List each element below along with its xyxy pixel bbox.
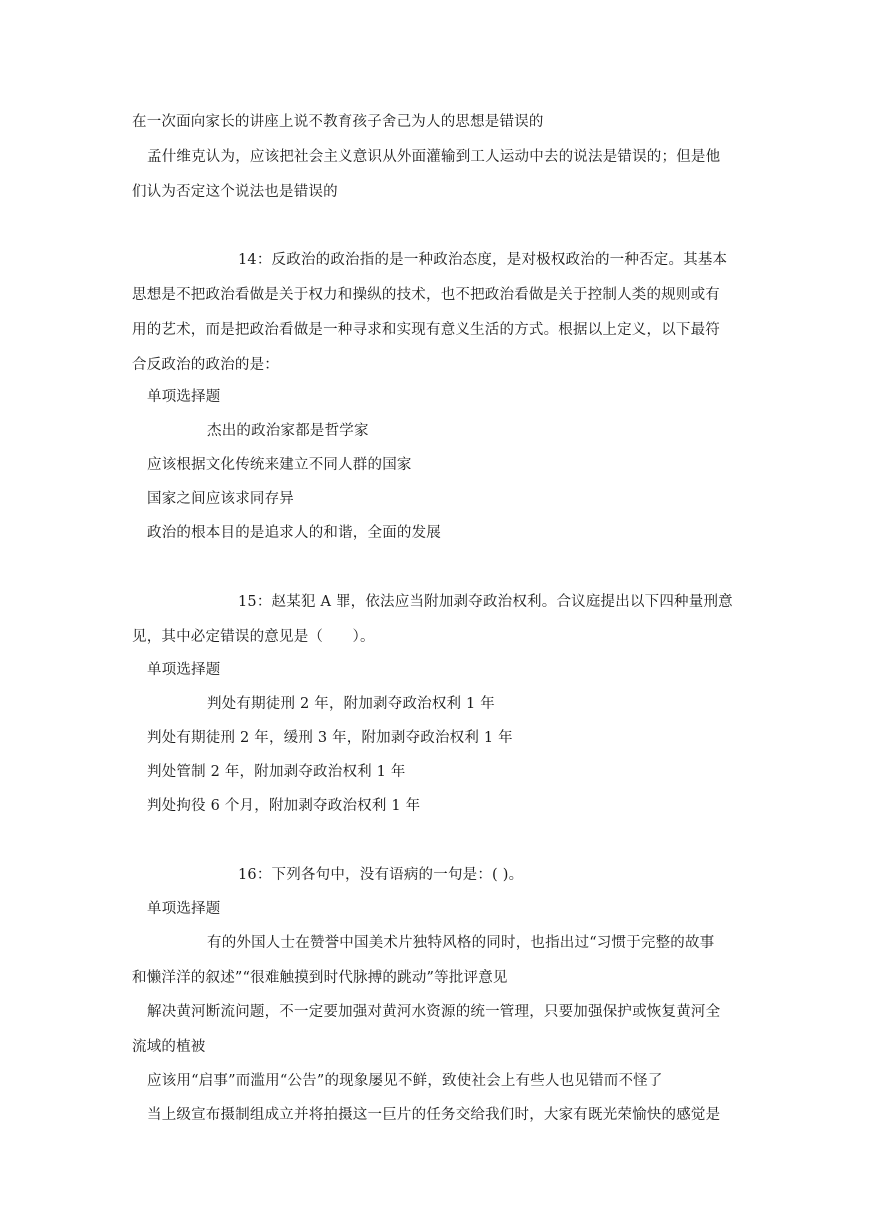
text-line: 合反政治的政治的是： xyxy=(132,357,279,373)
text-line: 在一次面向家长的讲座上说不教育孩子舍己为人的思想是错误的 xyxy=(132,114,544,130)
option-c: 应该用“启事”而滥用“公告”的现象屡见不鲜，致使社会上有些人也见错而不怪了 xyxy=(147,1073,663,1089)
text-line: 流域的植被 xyxy=(132,1039,206,1055)
option-c: 判处管制 2 年，附加剥夺政治权利 1 年 xyxy=(147,764,406,780)
text-line: 们认为否定这个说法也是错误的 xyxy=(132,184,338,200)
option-d: 判处拘役 6 个月，附加剥夺政治权利 1 年 xyxy=(147,798,421,814)
question-15-stem: 15：赵某犯 A 罪，依法应当附加剥夺政治权利。合议庭提出以下四种量刑意 xyxy=(238,594,733,610)
question-14-stem: 14：反政治的政治指的是一种政治态度，是对极权政治的一种否定。其基本 xyxy=(238,252,728,268)
option-a: 判处有期徒刑 2 年，附加剥夺政治权利 1 年 xyxy=(207,696,495,712)
option-b: 判处有期徒刑 2 年，缓刑 3 年，附加剥夺政治权利 1 年 xyxy=(147,730,513,746)
text-line: 见，其中必定错误的意见是（ ）。 xyxy=(132,629,375,645)
option-b: 解决黄河断流问题，不一定要加强对黄河水资源的统一管理，只要加强保护或恢复黄河全 xyxy=(147,1004,721,1020)
question-type-label: 单项选择题 xyxy=(147,389,221,405)
option-d: 当上级宣布摄制组成立并将拍摄这一巨片的任务交给我们时，大家有既光荣愉快的感觉是 xyxy=(147,1107,721,1123)
option-a: 杰出的政治家都是哲学家 xyxy=(207,423,369,439)
text-line: 用的艺术，而是把政治看做是一种寻求和实现有意义生活的方式。根据以上定义，以下最符 xyxy=(132,322,720,338)
text-line: 和懒洋洋的叙述”“很难触摸到时代脉搏的跳动”等批评意见 xyxy=(132,970,508,986)
question-type-label: 单项选择题 xyxy=(147,901,221,917)
question-16-stem: 16：下列各句中，没有语病的一句是：( )。 xyxy=(238,867,524,883)
option-d: 政治的根本目的是追求人的和谐，全面的发展 xyxy=(147,525,441,541)
option-a: 有的外国人士在赞誉中国美术片独特风格的同时，也指出过“习惯于完整的故事 xyxy=(207,935,715,951)
question-type-label: 单项选择题 xyxy=(147,662,221,678)
option-b: 应该根据文化传统来建立不同人群的国家 xyxy=(147,457,412,473)
option-c: 国家之间应该求同存异 xyxy=(147,491,294,507)
text-line: 孟什维克认为，应该把社会主义意识从外面灌输到工人运动中去的说法是错误的；但是他 xyxy=(147,149,721,165)
text-line: 思想是不把政治看做是关于权力和操纵的技术，也不把政治看做是关于控制人类的规则或有 xyxy=(132,287,720,303)
